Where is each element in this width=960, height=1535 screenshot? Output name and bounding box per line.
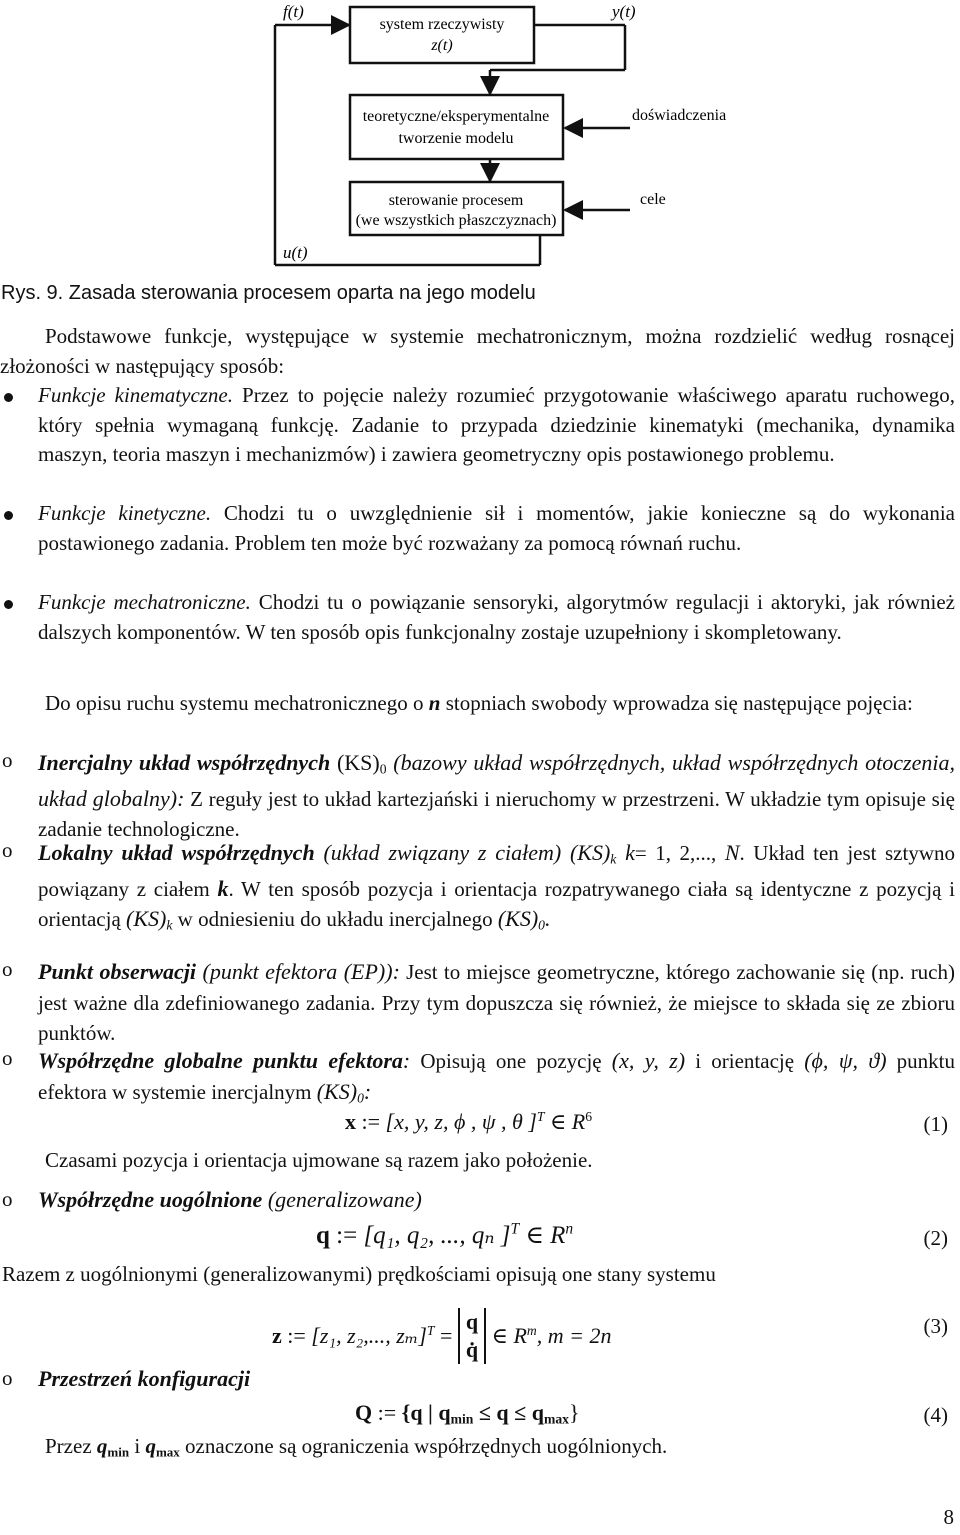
equation-4: [355, 1400, 580, 1427]
global-colon: :: [402, 1048, 411, 1073]
eq1-lhs: x: [345, 1109, 356, 1135]
eq3-T: T: [426, 1322, 435, 1338]
o-mark-local: o: [2, 838, 13, 862]
eq4-max: max: [543, 1411, 569, 1427]
observation-term: Punkt obserwacji: [38, 959, 197, 984]
bullet-1-text: Przez to pojęcie należy rozumieć przygotowanie właściwego aparatu ruchowego, który spełnia wymaganą funkcję. Zadanie to przypada dziedzinie kinematyki (mechanika, dynamika maszyn, teoria maszyn i mechanizmów) i zawiera geometryczny opis postawionego problemu.: [38, 383, 955, 466]
eq2-lhs: q: [316, 1222, 330, 1249]
box2-line1: teoretyczne/eksperymentalne: [362, 108, 550, 125]
eq3-in: ∈: [486, 1323, 514, 1349]
eq2-in: ∈: [519, 1222, 551, 1249]
signal-y-label: y(t): [612, 2, 636, 21]
bullet-2-term: Funkcje kinetyczne.: [38, 501, 212, 525]
eq3-eq: =: [434, 1323, 458, 1349]
bullet-3: [38, 588, 955, 647]
eq3-body: [z₁, z₂,..., zₘ]: [311, 1323, 427, 1349]
eq4-assign: :=: [372, 1400, 402, 1425]
eq1-T: T: [536, 1109, 545, 1124]
eq1-body: [x, y, z, ϕ , ψ , θ ]: [385, 1109, 537, 1135]
intro2-paragraph: [0, 689, 955, 719]
local-text1: . Układ ten jest sztywno powiązany z ciałem: [38, 841, 955, 901]
remark-1: Czasami pozycja i orientacja ujmowane są razem jako położenie.: [45, 1148, 593, 1172]
experience-label: doświadczenia: [632, 107, 727, 124]
equation-3-number: (3): [923, 1314, 948, 1338]
intro-paragraph: Podstawowe funkcje, występujące w systemie mechatronicznym, można rozdzielić według rosnącej złożoności w następujący sposób:: [0, 324, 955, 378]
intro2-part2: stopniach swobody wprowadza się następujące pojęcia:: [440, 691, 913, 715]
o-mark-generalized: o: [2, 1187, 13, 1211]
remark4-p2: i: [129, 1434, 146, 1458]
box-model: [350, 95, 563, 159]
local-ks-k: (KS): [126, 906, 167, 932]
global-text1: Opisują one pozycję: [410, 1049, 612, 1073]
item-generalized: [38, 1187, 422, 1213]
inertial-term: Inercjalny układ współrzędnych: [38, 750, 331, 775]
local-term: Lokalny układ współrzędnych: [38, 840, 315, 865]
item-observation: [38, 957, 955, 1049]
velocities-text: Razem z uogólnionymi (generalizowanymi) prędkościami opisują one stany systemu: [2, 1262, 716, 1286]
intro2-n: n: [428, 691, 441, 715]
eq1-R: R: [571, 1109, 586, 1135]
local-eq-text: = 1, 2,...,: [634, 841, 725, 865]
global-text2: i orientację: [685, 1049, 805, 1073]
local-paren: (układ związany z ciałem) (KS): [314, 840, 611, 865]
generalized-paren: (generalizowane): [262, 1187, 422, 1212]
global-ks: (KS): [316, 1078, 358, 1104]
signal-f-label: f(t): [283, 2, 304, 21]
local-k: k: [616, 840, 635, 865]
eq4-body: {q | q: [401, 1400, 451, 1425]
signal-u-label: u(t): [283, 243, 308, 262]
item-local: [38, 838, 955, 940]
eq4-close: }: [568, 1400, 580, 1425]
global-ks-sub: 0: [357, 1089, 364, 1105]
config-term: Przestrzeń konfiguracji: [38, 1366, 251, 1391]
observation-text: Jest to miejsce geometryczne, którego zachowanie się (np. ruch) jest ważne dla zdefiniowanego zadania. Przy tym dopuszcza się również, że miejsce to składa się ze zbioru punktów.: [38, 960, 955, 1045]
eq1-sup: 6: [585, 1109, 593, 1124]
local-end: .: [544, 906, 551, 932]
local-text3: w odniesieniu do układu inercjalnego: [172, 907, 498, 932]
inertial-ks: (KS): [330, 750, 380, 775]
local-ks-0-sub: 0: [538, 917, 545, 933]
eq3-top: q: [465, 1309, 479, 1334]
o-mark-observation: o: [2, 957, 13, 981]
equation-4-number: (4): [923, 1403, 948, 1427]
global-end: :: [363, 1078, 372, 1104]
intro2-part1: Do opisu ruchu systemu mechatronicznego o: [45, 691, 429, 715]
eq2-assign: :=: [329, 1222, 364, 1249]
equation-1: [345, 1109, 592, 1135]
bullet-3-text: Chodzi tu o powiązanie sensoryki, algorytmów regulacji i aktoryki, jak również dalszych komponentów. W ten sposób opis funkcjonalny zostaje uzupełniony i skompletowany.: [38, 590, 955, 644]
box1-line1: system rzeczywisty: [379, 16, 505, 33]
eq3-lhs: z: [272, 1323, 282, 1349]
global-text3: punktu efektora w systemie inercjalnym: [38, 1049, 956, 1104]
local-k-bold: k: [217, 875, 229, 901]
eq2-body: [q₁, q₂, ..., qₙ ]: [363, 1222, 511, 1249]
bullet-2-marker: [4, 511, 13, 520]
bullet-3-marker: [4, 600, 13, 609]
equation-2-number: (2): [923, 1226, 948, 1250]
o-mark-global: o: [2, 1046, 13, 1070]
inertial-ks-sub: 0: [379, 761, 387, 777]
eq3-vector: [458, 1308, 486, 1364]
remark4-p1: Przez: [45, 1434, 97, 1458]
box2-line2: tworzenie modelu: [398, 130, 514, 147]
observation-paren: (punkt efektora (EP)):: [196, 959, 400, 984]
inertial-paren: (bazowy układ współrzędnych, układ współrzędnych otoczenia, układ globalny):: [38, 750, 955, 811]
local-sub-k: k: [610, 851, 617, 867]
goals-label: cele: [640, 191, 666, 208]
eq3-rest: , m = 2n: [536, 1323, 612, 1349]
bullet-2-text: Chodzi tu o uwzględnienie sił i momentów, jakie konieczne są do wykonania postawionego zadania. Problem ten może być rozważany za pomocą równań ruchu.: [38, 501, 955, 555]
remark4-max: max: [155, 1444, 180, 1460]
equation-1-number: (1): [923, 1112, 948, 1136]
remark-4: [45, 1434, 667, 1460]
local-N: N: [724, 840, 740, 865]
eq2-sup: n: [565, 1220, 574, 1238]
figure-caption: Rys. 9. Zasada sterowania procesem oparta na jego modelu: [1, 282, 536, 304]
box3-line1: sterowanie procesem: [388, 192, 524, 209]
bullet-3-term: Funkcje mechatroniczne.: [38, 590, 251, 614]
local-ks-0: (KS): [497, 906, 539, 932]
remark4-min: min: [107, 1444, 130, 1460]
eq3-R: R: [513, 1323, 527, 1349]
eq2-T: T: [510, 1220, 520, 1238]
eq3-bottom: q̇: [465, 1337, 479, 1362]
eq1-in: ∈: [544, 1109, 572, 1135]
eq4-lhs: Q: [355, 1400, 373, 1425]
page-number: 8: [943, 1505, 954, 1529]
bullet-1-term: Funkcje kinematyczne.: [38, 383, 234, 407]
bullet-1-marker: [4, 393, 13, 402]
remark4-q1: q: [96, 1434, 108, 1458]
item-global-coords: [38, 1046, 955, 1112]
box3-line2: (we wszystkich płaszczyznach): [355, 212, 557, 229]
inertial-text: Z reguły jest to układ kartezjański i nieruchomy w przestrzeni. W układzie tym opisuje się zadanie technologiczne.: [38, 786, 955, 842]
bullet-1: [38, 381, 955, 470]
equation-2: [316, 1220, 573, 1250]
local-text2: . W ten sposób pozycja i orientacja rozpatrywanego ciała są identyczne z pozycją i orientacją: [38, 876, 955, 932]
eq4-min: min: [450, 1411, 474, 1427]
global-term: Współrzędne globalne punktu efektora: [38, 1048, 403, 1073]
global-orient: (ϕ, ψ, ϑ): [804, 1048, 887, 1073]
eq3-sup: m: [526, 1322, 537, 1338]
eq2-R: R: [550, 1222, 566, 1249]
control-diagram: [0, 0, 960, 275]
eq4-le: ≤ q ≤ q: [473, 1400, 544, 1425]
bullet-2: [38, 499, 955, 558]
item-inertial: [38, 748, 955, 845]
remark4-q2: q: [145, 1434, 156, 1458]
local-ks-k-sub: k: [166, 917, 173, 933]
generalized-term: Współrzędne uogólnione: [38, 1187, 263, 1212]
remark4-p3: oznaczone są ograniczenia współrzędnych uogólnionych.: [179, 1434, 668, 1458]
eq3-assign: :=: [281, 1323, 312, 1349]
box1-line2: z(t): [431, 37, 453, 54]
o-mark-config: o: [2, 1366, 13, 1390]
global-pos: (x, y, z): [611, 1048, 686, 1073]
o-mark-inertial: o: [2, 748, 13, 772]
equation-3: [272, 1310, 611, 1366]
eq1-assign: :=: [356, 1109, 386, 1135]
